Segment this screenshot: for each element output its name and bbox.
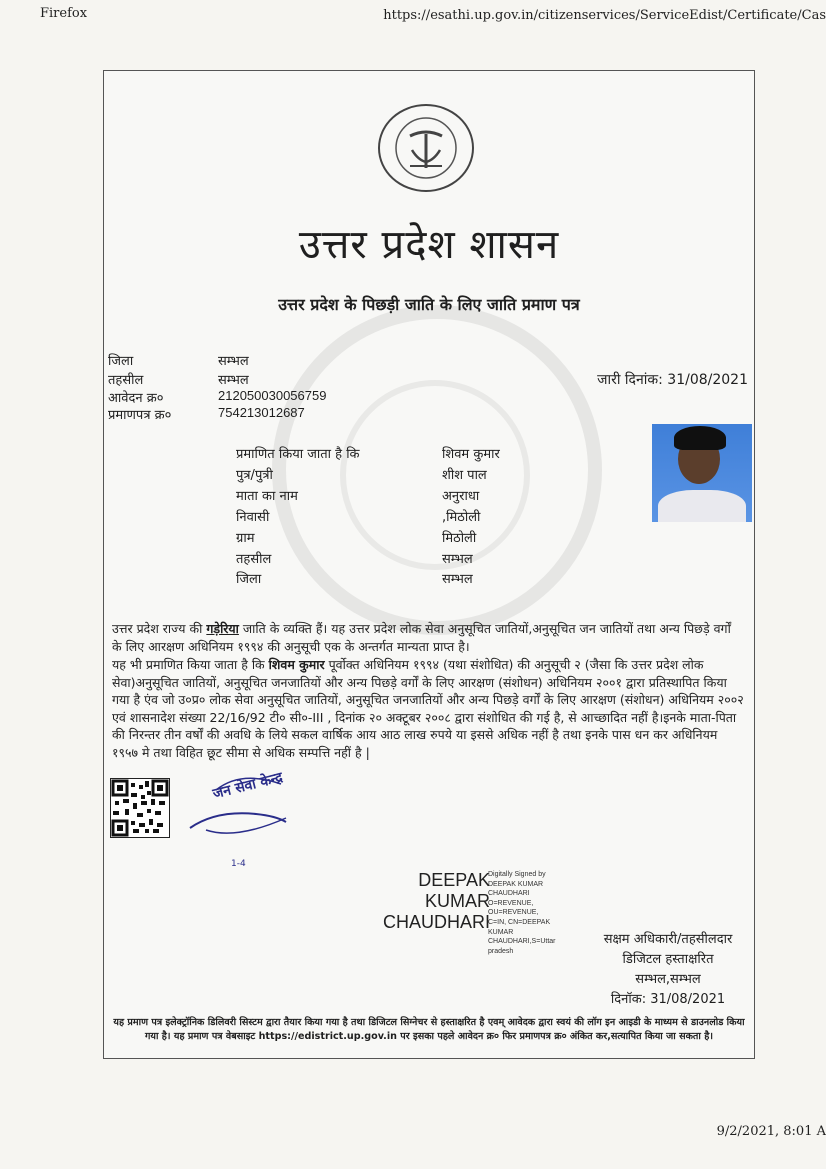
signer-name-line-1: DEEPAK bbox=[418, 870, 490, 890]
detail-value-mother: अनुराधा bbox=[442, 489, 480, 504]
sig-meta-line: C=IN, CN=DEEPAK bbox=[488, 918, 551, 926]
digital-signature-details bbox=[488, 870, 578, 956]
sig-meta-line: pradesh bbox=[488, 947, 514, 955]
stamp-text: जन सेवा केन्द्र bbox=[211, 769, 285, 803]
paragraph2-post: पूर्वोक्त अधिनियम १९९४ (यथा संशोधित) की अनुसूची २ (जैसा कि उत्तर प्रदेश लोक सेवा)अनुसूचित जातियों, अनुसूचित जनजातियों और अन्य पिछड़े वर्गों के लिए आरक्षण (संशोधन) अधिनियम २००१ द्वारा प्रतिस्थापित किया गया है एंव जो उ०प्र० लोक सेवा अनुसूचित जातियों, अनुसूचित जनजातियों और अन्य पिछड़े वर्गों के लिए आरक्षण (संशोधन) अधिनियम २००२ एवं शासनादेश संख्या 22/16/92 टी० सी०-III , दिनांक २० अक्टूबर २००८ द्वारा संशोधित की गई है, से आच्छादित नहीं है।इनके माता-पिता की निरन्तर तीन वर्षों की अवधि के लिये सकल वार्षिक आय आठ लाख रुपये या इससे अधिक नहीं है तथा इनके पास धन कर अधिनियम १९५७ मे तथा विहित छूट सीमा से अधिक सम्पत्ति नहीं है | bbox=[112, 657, 744, 760]
issuing-authority bbox=[588, 930, 748, 1010]
detail-label-son-of: पुत्र/पुत्री bbox=[236, 468, 273, 483]
watermark-emblem-inner bbox=[340, 380, 530, 570]
caste-name: गड़ेरिया bbox=[206, 621, 239, 636]
authority-digital-signed: डिजिटल हस्ताक्षरित bbox=[622, 952, 714, 967]
paragraph1-pre: उत्तर प्रदेश राज्य की bbox=[112, 621, 207, 636]
seva-kendra-stamp bbox=[186, 770, 296, 870]
authority-location: सम्भल,सम्भल bbox=[635, 972, 701, 987]
paragraph1-post: जाति के व्यक्ति हैं। यह उत्तर प्रदेश लोक सेवा अनुसूचित जातियों,अनुसूचित जन जातियों तथा अन्य पिछड़े वर्गों के लिए आरक्षण अधिनियम १९९४ की अनुसूची एक के अन्तर्गत मान्यता प्राप्त है। bbox=[112, 621, 731, 654]
sig-meta-line: OU=REVENUE, bbox=[488, 909, 539, 917]
certificate-footer-note: यह प्रमाण पत्र इलेक्ट्रॉनिक डिलिवरी सिस्टम द्वारा तैयार किया गया है तथा डिजिटल सिग्नेचर से हस्ताक्षरित है एवम् आवेदक द्वारा स्वयं की लॉग इन आइडी के माध्यम से डाउनलोड किया गया है। यह प्रमाण पत्र वेबसाइट https://edistrict.up.gov.in पर इसका पहले आवेदन क्र० फिर प्रमाणपत्र क्र० अंकित कर,सत्यापित किया जा सकता है। bbox=[113, 1017, 745, 1042]
government-title: उत्तर प्रदेश शासन bbox=[298, 222, 560, 268]
page-url: https://esathi.up.gov.in/citizenservices/ServiceEdist/Certificate/Cas bbox=[383, 8, 826, 23]
paragraph2-name: शिवम कुमार bbox=[268, 657, 325, 672]
detail-value-tehsil: सम्भल bbox=[442, 552, 473, 567]
signer-name-line-2: KUMAR bbox=[424, 891, 490, 911]
detail-label-tehsil: तहसील bbox=[236, 552, 272, 567]
sig-meta-line: KUMAR bbox=[488, 928, 514, 936]
detail-label-resident: निवासी bbox=[236, 510, 270, 525]
authority-date: दिनॉक: 31/08/2021 bbox=[610, 992, 726, 1007]
detail-value-resident: ,मिठोली bbox=[442, 510, 481, 525]
qr-code bbox=[110, 778, 170, 838]
authority-title: सक्षम अधिकारी/तहसीलदार bbox=[603, 932, 733, 947]
meta-label-certificate-no: प्रमाणपत्र क्र० bbox=[108, 408, 172, 423]
issue-date: जारी दिनांक: 31/08/2021 bbox=[597, 372, 748, 388]
applicant-photo bbox=[652, 424, 752, 522]
detail-value-name: शिवम कुमार bbox=[442, 447, 500, 462]
certificate-body bbox=[112, 620, 744, 762]
sig-meta-line: CHAUDHARI,S=Uttar bbox=[488, 938, 556, 946]
meta-value-tehsil: सम्भल bbox=[218, 373, 249, 388]
meta-label-tehsil: तहसील bbox=[108, 373, 144, 388]
detail-value-district: सम्भल bbox=[442, 572, 473, 587]
paragraph2-pre: यह भी प्रमाणित किया जाता है कि bbox=[112, 657, 269, 672]
certificate-title: उत्तर प्रदेश के पिछड़ी जाति के लिए जाति प्रमाण पत्र bbox=[278, 295, 580, 314]
sig-meta-line: DEEPAK KUMAR bbox=[488, 880, 544, 888]
meta-label-district: जिला bbox=[108, 354, 134, 369]
up-emblem-icon bbox=[378, 104, 474, 192]
paragraph-caste bbox=[112, 620, 744, 655]
detail-value-father: शीश पाल bbox=[442, 468, 487, 483]
meta-value-district: सम्भल bbox=[218, 354, 249, 369]
meta-value-certificate-no: 754213012687 bbox=[218, 405, 305, 420]
signer-name-line-3: CHAUDHARI bbox=[382, 912, 490, 932]
browser-name: Firefox bbox=[40, 6, 88, 21]
print-timestamp: 9/2/2021, 8:01 A bbox=[716, 1124, 826, 1139]
sig-meta-line: O=REVENUE, bbox=[488, 899, 534, 907]
sig-meta-line: CHAUDHARI bbox=[488, 890, 530, 898]
signer-name bbox=[340, 870, 490, 933]
svg-text:1-4: 1-4 bbox=[231, 859, 246, 869]
meta-label-application-no: आवेदन क्र० bbox=[108, 391, 164, 406]
detail-label-certified: प्रमाणित किया जाता है कि bbox=[236, 447, 360, 462]
detail-label-village: ग्राम bbox=[236, 531, 255, 546]
meta-value-application-no: 212050030056759 bbox=[218, 388, 327, 403]
detail-label-district: जिला bbox=[236, 572, 262, 587]
paragraph-certification bbox=[112, 656, 744, 761]
sig-meta-line: Digitally Signed by bbox=[488, 871, 546, 878]
detail-value-village: मिठोली bbox=[442, 531, 477, 546]
detail-label-mother: माता का नाम bbox=[236, 489, 298, 504]
